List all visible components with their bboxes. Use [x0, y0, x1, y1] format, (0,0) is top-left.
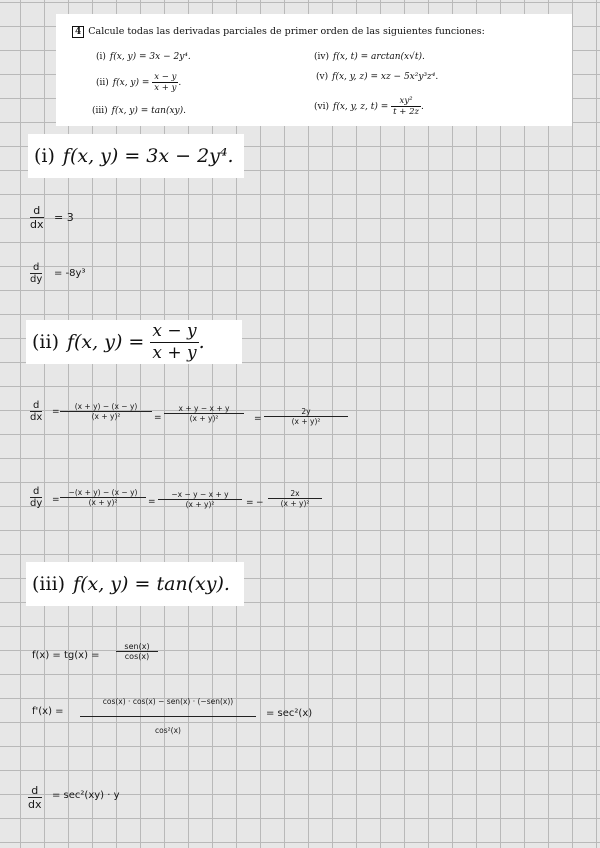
instruction-text: Calcule todas las derivadas parciales de primer orden de las siguientes funciones: — [88, 26, 485, 37]
hw-i-dx-operator: $\frac{d}{dx}$ — [30, 204, 44, 231]
exercise-item-iii: (iii) f(x, y) = tan(xy). — [92, 106, 186, 116]
exercise-instruction — [72, 26, 485, 38]
exercise-item-v: (v) f(x, y, z) = xz − 5x²y³z⁴. — [316, 72, 439, 82]
exercise-number: 4 — [72, 26, 84, 38]
exercise-item-i: (i) f(x, y) = 3x − 2y⁴. — [96, 52, 191, 62]
hw-iii-fprime-fraction-bar — [80, 716, 256, 717]
hw-ii-dy-eq1: = — [52, 495, 60, 505]
part-i-title: (i) f(x, y) = 3x − 2y⁴. — [28, 134, 244, 178]
hw-iii-dx-operator: $\frac{d}{dx}$ — [28, 784, 42, 811]
hw-ii-dx-frac1: $\frac{(x + y) - (x - y)}{\text{(x + y)²}}$ — [60, 402, 152, 421]
hw-ii-dy-frac2: $\frac{-x - y - x + y}{\text{(x + y)²}}$ — [158, 490, 242, 509]
hw-ii-dy-eq2: = — [148, 497, 156, 507]
hw-ii-dx-eq3: = — [254, 414, 262, 424]
hw-iii-fprime-numerator: cos(x) · cos(x) − sen(x) · (−sen(x)) — [102, 697, 234, 706]
hw-ii-dx-operator: $\frac{d}{dx}$ — [30, 400, 43, 423]
hw-ii-dx-frac2: $\frac{x + y - x + y}{\text{(x + y)²}}$ — [164, 404, 244, 423]
hw-ii-dx-eq2: = — [154, 413, 162, 423]
hw-iii-fprime-lhs: f'(x) = — [32, 706, 64, 717]
exercise-item-vi: (vi) f(x, y, z, t) = $\frac{\text{xy²}}{t + 2z}$ . — [314, 96, 424, 117]
hw-i-dy-result: = -8y³ — [54, 268, 86, 279]
exercise-item-ii: (ii) f(x, y) = $\frac{x - y}{x + y}$ . — [96, 72, 182, 93]
hw-i-dy-operator: $\frac{d}{dy}$ — [30, 262, 43, 285]
hw-iii-f-definition: f(x) = tg(x) = — [32, 650, 100, 661]
hw-ii-dx-eq1: = — [52, 407, 60, 417]
hw-ii-dy-frac1: $\frac{-(x + y) - (x - y)}{\text{(x + y)²}}$ — [60, 488, 146, 507]
exercise-header-card — [56, 14, 572, 126]
item-vi-fraction: $\frac{\text{xy²}}{t + 2z}$ — [393, 96, 419, 117]
hw-ii-dy-operator: $\frac{d}{dy}$ — [30, 486, 43, 509]
hw-iii-dx-result: = sec²(xy) · y — [52, 790, 120, 801]
hw-ii-dy-minus: − — [256, 498, 264, 508]
hw-iii-fprime-result: = sec²(x) — [266, 708, 313, 719]
part-iii-title: (iii) f(x, y) = tan(xy). — [26, 562, 244, 606]
part-ii-title: (ii) f(x, y) = $\frac{x - y}{x + y}$ . — [26, 320, 242, 364]
hw-iii-fprime-denominator: cos²(x) — [155, 726, 181, 735]
hw-ii-dx-frac3: $\frac{2y}{\text{(x + y)²}}$ — [264, 407, 348, 426]
item-ii-fraction: $\frac{x - y}{x + y}$ — [154, 72, 177, 93]
hw-i-dx-result: = 3 — [54, 211, 74, 224]
hw-ii-dy-frac3: $\frac{2x}{\text{(x + y)²}}$ — [268, 489, 322, 508]
hw-iii-f-fraction: sen(x) cos(x) — [116, 642, 158, 661]
part-ii-fraction: $\frac{x - y}{x + y}$ — [152, 320, 197, 363]
hw-ii-dy-eq3: = — [246, 498, 254, 508]
exercise-item-iv: (iv) f(x, t) = arctan(x√t). — [314, 52, 425, 62]
